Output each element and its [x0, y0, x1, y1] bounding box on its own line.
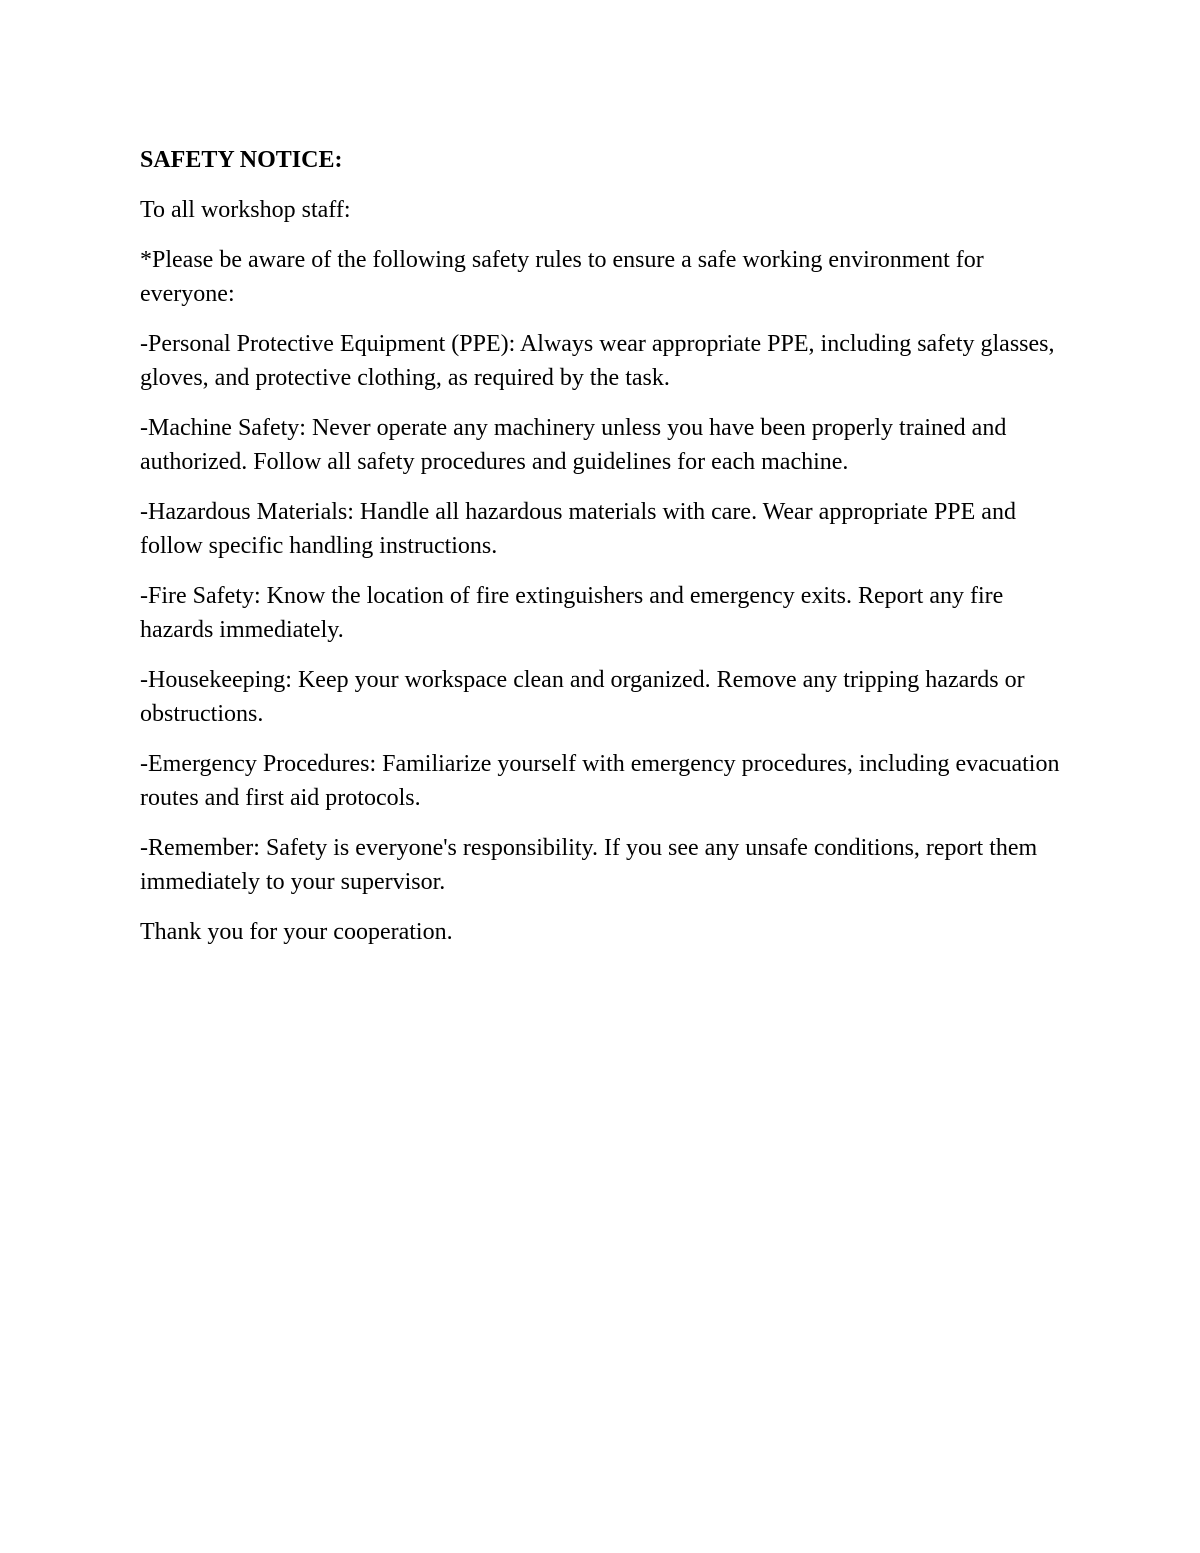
rule-remember: -Remember: Safety is everyone's responsibility. If you see any unsafe conditions, report them immediately to your supervisor. [140, 835, 1038, 895]
rule-machine-safety: -Machine Safety: Never operate any machinery unless you have been properly trained and authorized. Follow all safety procedures and guidelines for each machine. [140, 415, 1007, 475]
notice-closing: Thank you for your cooperation. [140, 919, 453, 945]
notice-title: SAFETY NOTICE: [140, 147, 343, 173]
rule-hazardous-materials: -Hazardous Materials: Handle all hazardous materials with care. Wear appropriate PPE and follow specific handling instructions. [140, 499, 1016, 559]
notice-greeting: To all workshop staff: [140, 197, 351, 223]
notice-body [140, 143, 1060, 965]
rule-fire-safety: -Fire Safety: Know the location of fire extinguishers and emergency exits. Report any fire hazards immediately. [140, 583, 1004, 643]
rule-ppe: -Personal Protective Equipment (PPE): Always wear appropriate PPE, including safety glasses, gloves, and protective clothing, as required by the task. [140, 331, 1055, 391]
rule-housekeeping: -Housekeeping: Keep your workspace clean and organized. Remove any tripping hazards or obstructions. [140, 667, 1025, 727]
rule-emergency-procedures: -Emergency Procedures: Familiarize yourself with emergency procedures, including evacuation routes and first aid protocols. [140, 751, 1060, 811]
notice-intro: *Please be aware of the following safety rules to ensure a safe working environment for everyone: [140, 247, 984, 307]
